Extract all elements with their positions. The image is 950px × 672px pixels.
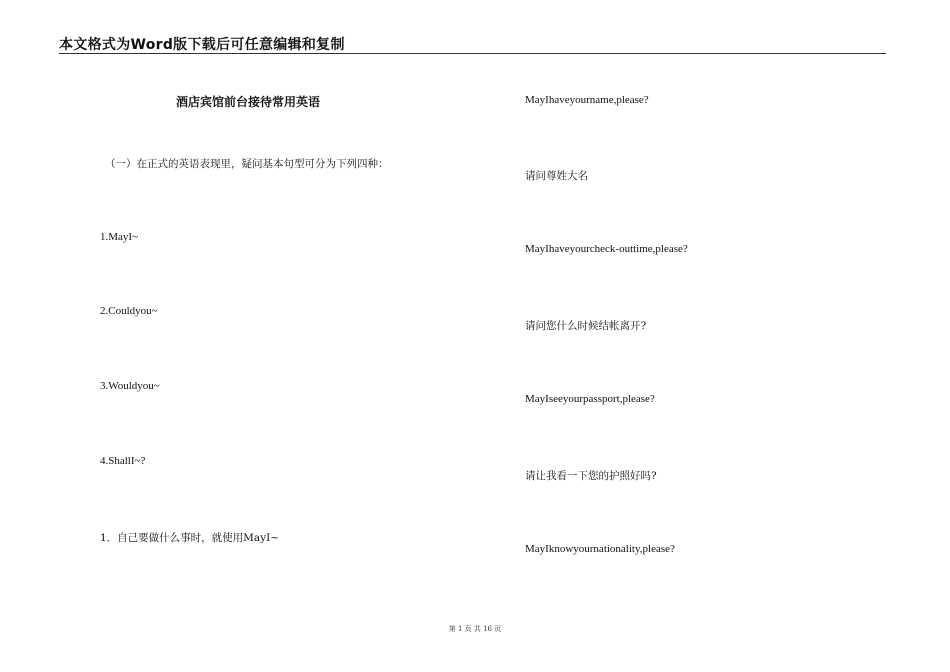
pattern-item-2: 2.Couldyou~	[100, 305, 158, 317]
example-line-2: 请问尊姓大名	[525, 170, 588, 182]
page-number: 第 1 页 共 16 页	[448, 625, 502, 633]
document-banner: 本文格式为Word版下载后可任意编辑和复制	[59, 37, 345, 53]
pattern-item-1: 1.MayI~	[100, 231, 139, 243]
pattern-item-4: 4.ShallI~?	[100, 455, 146, 467]
example-line-7: MayIknowyournationality,please?	[525, 543, 675, 555]
example-line-1: MayIhaveyourname,please?	[525, 94, 649, 106]
example-line-3: MayIhaveyourcheck-outtime,please?	[525, 243, 688, 255]
document-title: 酒店宾馆前台接待常用英语	[176, 95, 321, 109]
example-line-5: MayIseeyourpassport,please?	[525, 393, 655, 405]
example-line-6: 请让我看一下您的护照好吗?	[525, 470, 657, 482]
example-line-4: 请问您什么时候结帐离开?	[525, 320, 647, 332]
header-rule	[59, 53, 886, 54]
usage-note: 1．自己要做什么事时，就使用MayI~	[100, 532, 280, 544]
pattern-item-3: 3.Wouldyou~	[100, 380, 160, 392]
intro-paragraph: （一）在正式的英语表现里，疑问基本句型可分为下列四种：	[105, 158, 389, 170]
